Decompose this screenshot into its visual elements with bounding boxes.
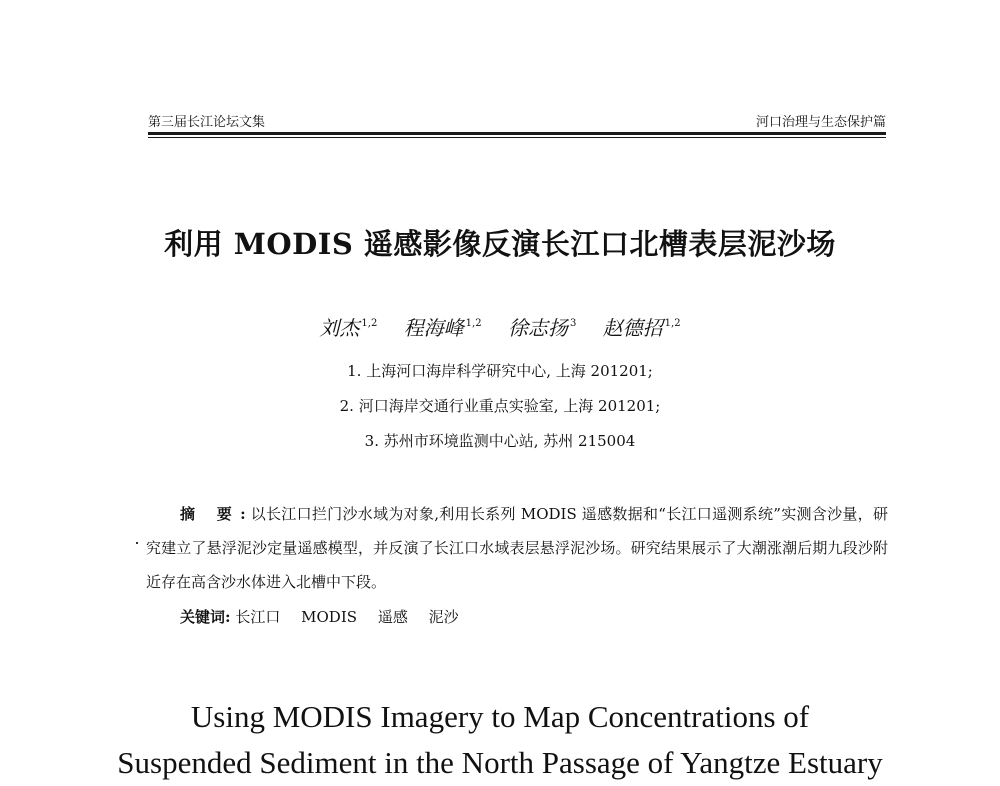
abstract <box>146 497 888 599</box>
author <box>603 312 681 341</box>
keyword: 遥感 <box>377 608 408 626</box>
abstract-label: 摘 要 <box>180 505 241 523</box>
author-name: 程海峰 <box>403 316 464 340</box>
keywords-label: 关键词 <box>180 608 226 626</box>
header-rule-thick <box>148 132 886 135</box>
paper-title-english-line-2: Suspended Sediment in the North Passage of Yangtze Estuary <box>117 745 883 780</box>
author-affiliation-mark: 1,2 <box>465 318 482 329</box>
keywords-colon: : <box>225 608 231 626</box>
author-name: 刘杰 <box>319 316 360 340</box>
running-header-collection: 第三届长江论坛文集 <box>148 115 266 130</box>
abstract-text: 以长江口拦门沙水域为对象,利用长系列 MODIS 遥感数据和“长江口遥测系统”实测含沙量，研究建立了悬浮泥沙定量遥感模型，并反演了长江口水域表层悬浮泥沙场。研究结果展示了大潮涨潮后期九段沙附近存在高含沙水体进入北槽中下段。 <box>146 505 888 591</box>
keyword: MODIS <box>301 608 358 626</box>
abstract-colon: : <box>240 505 246 523</box>
running-header <box>148 105 886 129</box>
running-header-section: 河口治理与生态保护篇 <box>755 115 886 130</box>
author <box>404 312 482 341</box>
affiliation-3: 3. 苏州市环境监测中心站, 苏州 215004 <box>364 432 636 450</box>
paper-title-chinese: 利用 MODIS 遥感影像反演长江口北槽表层泥沙场 <box>164 227 836 261</box>
affiliation-2: 2. 河口海岸交通行业重点实验室, 上海 201201; <box>339 397 661 415</box>
author-name: 赵德招 <box>602 316 663 340</box>
affiliation-1: 1. 上海河口海岸科学研究中心, 上海 201201; <box>347 362 653 380</box>
paper-title-english-line-1: Using MODIS Imagery to Map Concentrations of <box>190 699 810 734</box>
author-list <box>0 312 1000 341</box>
author-affiliation-mark: 1,2 <box>361 318 378 329</box>
keyword: 长江口 <box>235 608 281 626</box>
author-affiliation-mark: 1,2 <box>664 318 681 329</box>
scan-speck <box>136 542 138 544</box>
keyword: 泥沙 <box>428 608 459 626</box>
author-affiliation-mark: 3 <box>569 318 577 329</box>
header-rule-thin <box>148 137 886 138</box>
author <box>508 312 576 341</box>
author-name: 徐志扬 <box>507 316 568 340</box>
keywords <box>180 606 475 627</box>
author <box>319 312 377 341</box>
